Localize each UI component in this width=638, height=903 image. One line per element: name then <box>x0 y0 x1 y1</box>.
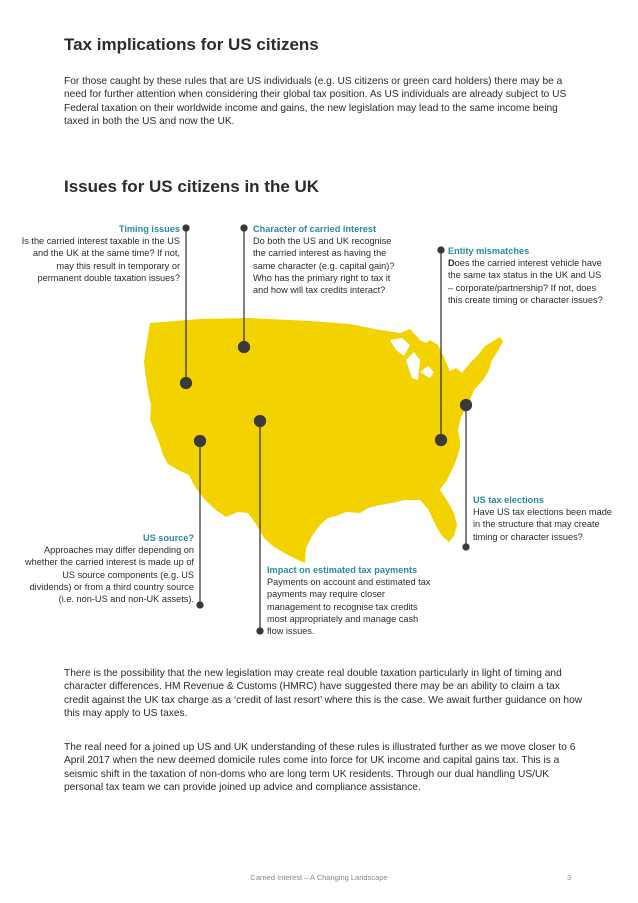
callout-character-body: Do both the US and UK recognise the carried interest as having the same character (e.g. capital gain)? Who has the primary right to tax it and how will tax credits interact? <box>253 236 395 296</box>
callout-elections-body: Have US tax elections been made in the structure that may create timing or character issues? <box>473 507 612 542</box>
timing-marker-top <box>183 225 189 231</box>
joined-up-paragraph: The real need for a joined up US and UK understanding of these rules is illustrated further as we move closer to 6 April 2017 when the new deemed domicile rules come into force for UK income and capital gains tax. This is a seismic shift in the taxation of non-doms who are long term UK residents. Through our dual handling US/UK personal tax team we can provide joined up advice and compliance assistance. <box>64 742 576 794</box>
timing-marker <box>181 378 192 389</box>
callout-timing-body: Is the carried interest taxable in the US and the UK at the same time? If not, may this result in temporary or permanent double taxation issues? <box>21 236 180 283</box>
callout-us-source <box>20 532 194 605</box>
callout-entity <box>448 245 608 306</box>
callout-character-title: Character of carried interest <box>253 224 377 234</box>
impact-marker-bottom <box>257 628 263 634</box>
callout-entity-body-rest: oes the carried interest vehicle have the same tax status in the UK and US – corporate/partnership? If not, does this create timing or character issues? <box>448 258 603 305</box>
callout-timing-title: Timing issues <box>118 224 180 234</box>
callout-timing <box>20 223 180 284</box>
callout-elections <box>473 494 613 543</box>
impact-marker <box>255 416 266 427</box>
elections-marker <box>461 400 472 411</box>
callout-impact <box>267 564 437 637</box>
callout-impact-title: Impact on estimated tax payments <box>267 565 418 575</box>
callout-entity-body-first: D <box>448 258 455 269</box>
page-footer: Carried Interest – A Changing Landscape <box>250 873 388 882</box>
callout-entity-body <box>448 257 608 306</box>
page-heading: Tax implications for US citizens <box>64 35 319 54</box>
callout-entity-title: Entity mismatches <box>448 246 530 256</box>
page-number: 3 <box>567 873 572 882</box>
elections-marker-bottom <box>463 544 469 550</box>
callout-impact-body: Payments on account and estimated tax payments may require closer management to recognise tax credits most appropriately and manage cash flow issues. <box>267 577 431 637</box>
us-source-marker <box>195 436 206 447</box>
double-taxation-paragraph: There is the possibility that the new legislation may create real double taxation particularly in light of timing and character differences. HM Revenue & Customs (HMRC) have suggested there may be an ability to claim a tax credit against the UK tax charge as a ‘credit of last resort’ where this is the case. We await further guidance on how this may apply to US taxes. <box>64 668 583 720</box>
us-source-marker-bottom <box>197 602 203 608</box>
entity-marker-top <box>438 247 444 253</box>
callout-elections-title: US tax elections <box>473 495 544 505</box>
section-heading: Issues for US citizens in the UK <box>64 177 320 196</box>
callout-character <box>253 223 405 296</box>
intro-paragraph: For those caught by these rules that are US individuals (e.g. US citizens or green card holders) there may be a need for further attention when considering their global tax position. As US individuals are already subject to US Federal taxation on their worldwide income and gains, the new legislation may lead to the same income being taxed in both the US and now the UK. <box>64 76 567 128</box>
character-marker <box>239 342 250 353</box>
callout-us-source-title: US source? <box>142 533 194 543</box>
character-marker-top <box>241 225 247 231</box>
entity-marker <box>436 435 447 446</box>
callout-us-source-body: Approaches may differ depending on whether the carried interest is made up of US source components (e.g. US dividends) or from a third country source (i.e. non-US and non-UK assets). <box>24 545 194 605</box>
